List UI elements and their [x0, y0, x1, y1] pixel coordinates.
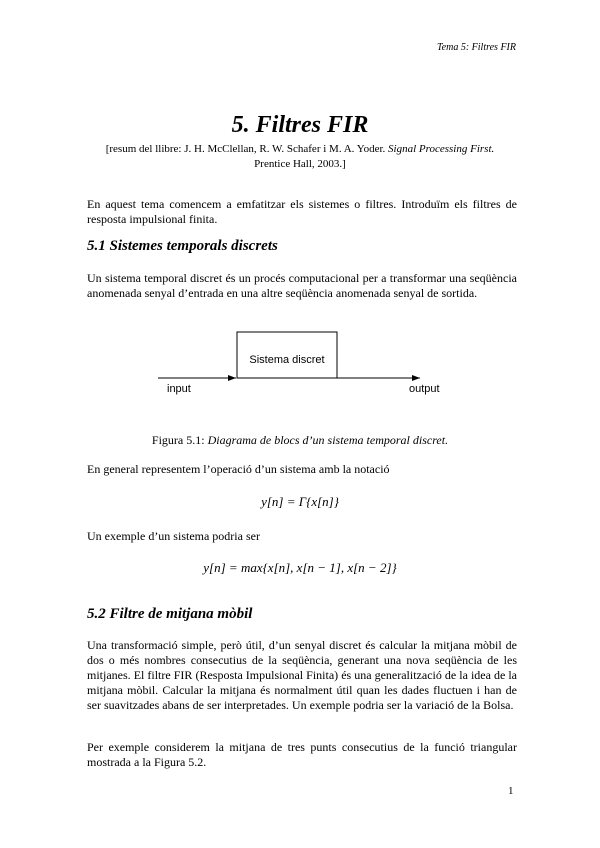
equation-2-text: y[n] = max{x[n], x[n − 1], x[n − 2]}	[203, 560, 397, 575]
section-5-2-paragraph-2: Per exemple considerem la mitjana de tres punts consecutius de la funció triangular mostrada a la Figura 5.2.	[87, 740, 517, 769]
page-title: 5. Filtres FIR	[231, 112, 369, 138]
running-header: Tema 5: Filtres FIR	[437, 42, 516, 53]
reference-book-title: Signal Processing First.	[388, 143, 495, 155]
page-number: 1	[508, 785, 514, 797]
example-paragraph: Un exemple d’un sistema podria ser	[87, 529, 260, 543]
input-label: input	[167, 383, 191, 395]
block-diagram	[150, 330, 450, 410]
intro-paragraph: En aquest tema comencem a emfatitzar els sistemes o filtres. Introduïm els filtres de resposta impulsional finita.	[87, 197, 517, 226]
caption-text: Diagrama de blocs d’un sistema temporal discret.	[207, 433, 449, 447]
book-reference	[90, 142, 510, 172]
section-5-2-heading: 5.2 Filtre de mitjana mòbil	[87, 606, 253, 622]
equation-1-text: y[n] = Γ{x[n]}	[261, 494, 339, 509]
equation-1	[0, 494, 600, 510]
section-5-1-paragraph: Un sistema temporal discret és un procés computacional per a transformar una seqüència anomenada senyal d’entrada en una altre seqüència anomenada senyal de sortida.	[87, 271, 517, 300]
section-5-2-paragraph: Una transformació simple, però útil, d’un senyal discret és calcular la mitjana mòbil de dos o més nombres consecutius de la seqüència, generant una nova seqüència de les mitjanes. El filtre FIR (Resposta Impulsional Finita) és una generalització de la idea de la mitjana mòbil. Calcular la mitjana és normalment útil quan les dades fluctuen i han de ser suavitzades abans de ser interpretades. Un exemple podria ser la variació de la Bolsa.	[87, 638, 517, 712]
output-label: output	[409, 383, 440, 395]
notation-paragraph: En general representem l’operació d’un sistema amb la notació	[87, 462, 390, 476]
equation-2	[0, 560, 600, 576]
reference-suffix: Prentice Hall, 2003.]	[254, 158, 346, 170]
reference-prefix: [resum del llibre: J. H. McClellan, R. W. Schafer i M. A. Yoder.	[105, 143, 386, 155]
section-5-1-heading: 5.1 Sistemes temporals discrets	[87, 238, 278, 254]
system-block-label: Sistema discret	[249, 354, 325, 366]
figure-caption	[0, 433, 600, 448]
caption-prefix: Figura 5.1:	[151, 433, 205, 447]
